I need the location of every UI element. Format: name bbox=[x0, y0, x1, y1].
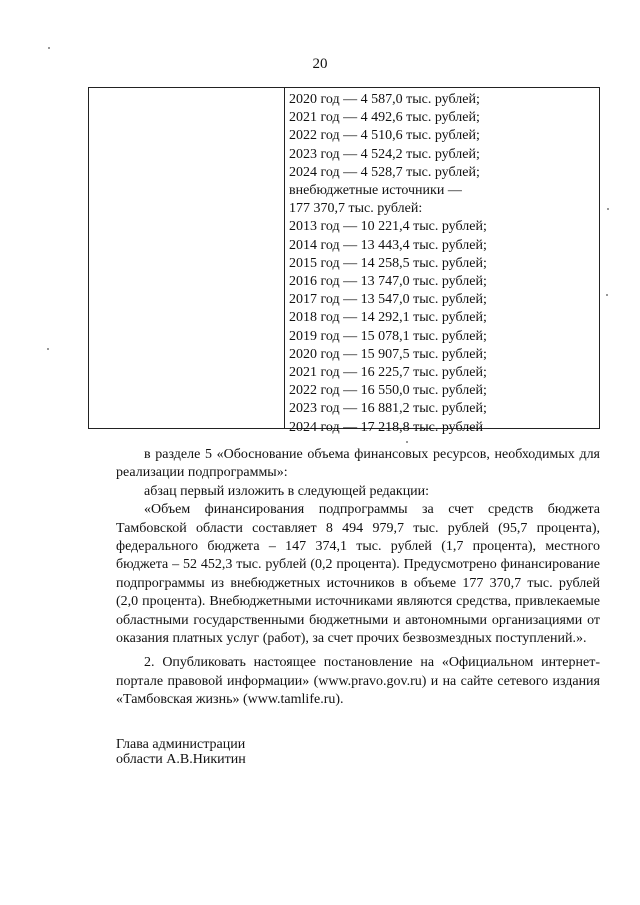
table-line: 2022 год — 4 510,6 тыс. рублей; bbox=[289, 128, 480, 144]
financing-table bbox=[88, 87, 600, 435]
table-line: 2021 год — 4 492,6 тыс. рублей; bbox=[289, 110, 480, 126]
table-line: 2022 год — 16 550,0 тыс. рублей; bbox=[289, 383, 487, 399]
signature-title: Глава администрации bbox=[116, 737, 246, 752]
table-right-cell bbox=[289, 91, 595, 437]
table-column-divider bbox=[284, 88, 285, 428]
table-line: 2024 год — 4 528,7 тыс. рублей; bbox=[289, 164, 480, 180]
table-line: внебюджетные источники — bbox=[289, 183, 462, 199]
table-line: 2020 год — 4 587,0 тыс. рублей; bbox=[289, 92, 480, 107]
table-line: 2016 год — 13 747,0 тыс. рублей; bbox=[289, 274, 487, 290]
signature-name: области А.В.Никитин bbox=[116, 752, 246, 767]
quoted-amendment-paragraph: «Объем финансирования подпрограммы за счет средств бюджета Тамбовской области составляет 8 494 979,7 тыс. рублей (95,7 процента), федерального бюджета – 147 374,1 тыс. рублей (1,7 процента), местного бюджета – 52 452,3 тыс. рублей (0,2 процента). Предусмотрено финансирование подпрограммы из внебюджетных источников в объеме 177 370,7 тыс. рублей (2,0 процента). Внебюджетными источниками являются средства, привлекаемые областными государственными бюджетными и автономными организациями от оказания платных услуг (работ), за счет прочих безвозмездных поступлений.». bbox=[116, 502, 600, 647]
scan-speck bbox=[47, 348, 49, 350]
table-line: 2017 год — 13 547,0 тыс. рублей; bbox=[289, 292, 487, 308]
signature-block bbox=[116, 737, 246, 767]
table-line: 177 370,7 тыс. рублей: bbox=[289, 201, 423, 217]
table-line: 2019 год — 15 078,1 тыс. рублей; bbox=[289, 328, 487, 344]
table-line: 2015 год — 14 258,5 тыс. рублей; bbox=[289, 255, 487, 271]
scan-speck bbox=[606, 294, 608, 296]
instruction-paragraph: абзац первый изложить в следующей редакции: bbox=[144, 483, 430, 499]
page-number: 20 bbox=[312, 56, 328, 72]
scan-speck bbox=[48, 47, 50, 49]
scan-speck bbox=[607, 208, 609, 210]
scan-speck bbox=[406, 441, 408, 443]
table-line: 2018 год — 14 292,1 тыс. рублей; bbox=[289, 310, 487, 326]
table-line: 2023 год — 4 524,2 тыс. рублей; bbox=[289, 146, 480, 162]
table-line: 2013 год — 10 221,4 тыс. рублей; bbox=[289, 219, 487, 235]
table-line: 2024 год — 17 218,8 тыс. рублей bbox=[289, 419, 483, 435]
body-text bbox=[116, 446, 600, 710]
table-line: 2014 год — 13 443,4 тыс. рублей; bbox=[289, 237, 487, 253]
publication-paragraph: 2. Опубликовать настоящее постановление на «Официальном интернет-портале правовой информации» (www.pravo.gov.ru) и на сайте сетевого издания «Тамбовская жизнь» (www.tamlife.ru). bbox=[116, 655, 600, 708]
table-line: 2023 год — 16 881,2 тыс. рублей; bbox=[289, 401, 487, 417]
table-line: 2020 год — 15 907,5 тыс. рублей; bbox=[289, 346, 487, 362]
table-line: 2021 год — 16 225,7 тыс. рублей; bbox=[289, 365, 487, 381]
section-reference-paragraph: в разделе 5 «Обоснование объема финансовых ресурсов, необходимых для реализации подпрограммы»: bbox=[116, 447, 600, 481]
